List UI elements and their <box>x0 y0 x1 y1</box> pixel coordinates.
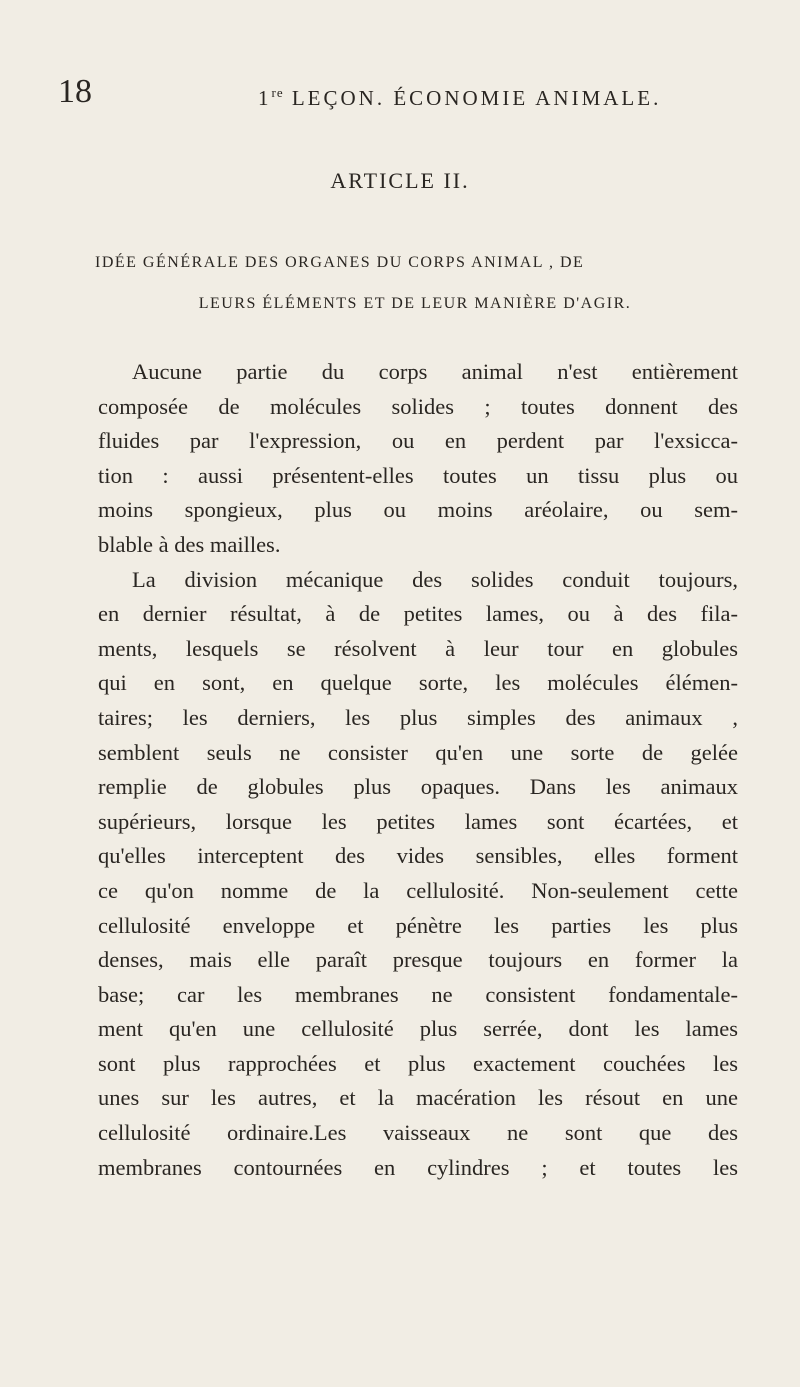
text-line: ce qu'on nomme de la cellulosité. Non-seulement cette <box>98 877 738 903</box>
text-line: qui en sont, en quelque sorte, les molécules élémen- <box>98 670 738 696</box>
text-line: taires; les derniers, les plus simples des animaux , <box>98 704 738 730</box>
running-title-text: LEÇON. ÉCONOMIE ANIMALE. <box>283 86 662 110</box>
lecon-number: 1 <box>258 86 272 110</box>
text-line: en dernier résultat, à de petites lames, ou à des fila- <box>98 601 738 627</box>
text-line: ment qu'en une cellulosité plus serrée, dont les lames <box>98 1016 738 1042</box>
lecon-superscript: re <box>271 85 284 100</box>
text-line: ments, lesquels se résolvent à leur tour en globules <box>98 635 738 661</box>
running-head <box>58 72 678 112</box>
text-line: La division mécanique des solides conduit toujours, <box>132 566 738 592</box>
text-line: tion : aussi présentent-elles toutes un tissu plus ou <box>98 462 738 488</box>
text-line: cellulosité ordinaire.Les vaisseaux ne sont que des <box>98 1120 738 1146</box>
page-number: 18 <box>58 73 92 110</box>
text-line: cellulosité enveloppe et pénètre les parties les plus <box>98 912 738 938</box>
text-line: semblent seuls ne consister qu'en une sorte de gelée <box>98 739 738 765</box>
running-title <box>258 78 661 113</box>
text-line: sont plus rapprochées et plus exactement couchées les <box>98 1050 738 1076</box>
text-line: Aucune partie du corps animal n'est entièrement <box>132 359 738 384</box>
text-line: denses, mais elle paraît presque toujours en former la <box>98 947 738 973</box>
paragraph-2 <box>98 563 738 1186</box>
text-line: remplie de globules plus opaques. Dans les animaux <box>98 774 738 800</box>
text-line: base; car les membranes ne consistent fondamentale- <box>98 981 738 1007</box>
text-line: composée de molécules solides ; toutes donnent des <box>98 393 738 419</box>
text-line: membranes contournées en cylindres ; et toutes les <box>98 1154 738 1180</box>
text-line: unes sur les autres, et la macération les résout en une <box>98 1085 738 1111</box>
text-line: supérieurs, lorsque les petites lames sont écartées, et <box>98 808 738 834</box>
text-line: fluides par l'expression, ou en perdent par l'exsicca- <box>98 428 738 454</box>
article-heading: ARTICLE II. <box>330 168 470 193</box>
text-line: qu'elles interceptent des vides sensibles, elles forment <box>98 843 738 869</box>
paragraph-1 <box>98 355 738 563</box>
body-text <box>98 355 738 1185</box>
text-line: moins spongieux, plus ou moins aréolaire, ou sem- <box>98 497 738 523</box>
text-line: blable à des mailles. <box>98 531 281 557</box>
subtitle-line-1: IDÉE GÉNÉRALE DES ORGANES DU CORPS ANIMAL , DE <box>95 254 585 271</box>
article-subtitle <box>95 242 735 324</box>
subtitle-line-2: LEURS ÉLÉMENTS ET DE LEUR MANIÈRE D'AGIR. <box>198 295 632 312</box>
